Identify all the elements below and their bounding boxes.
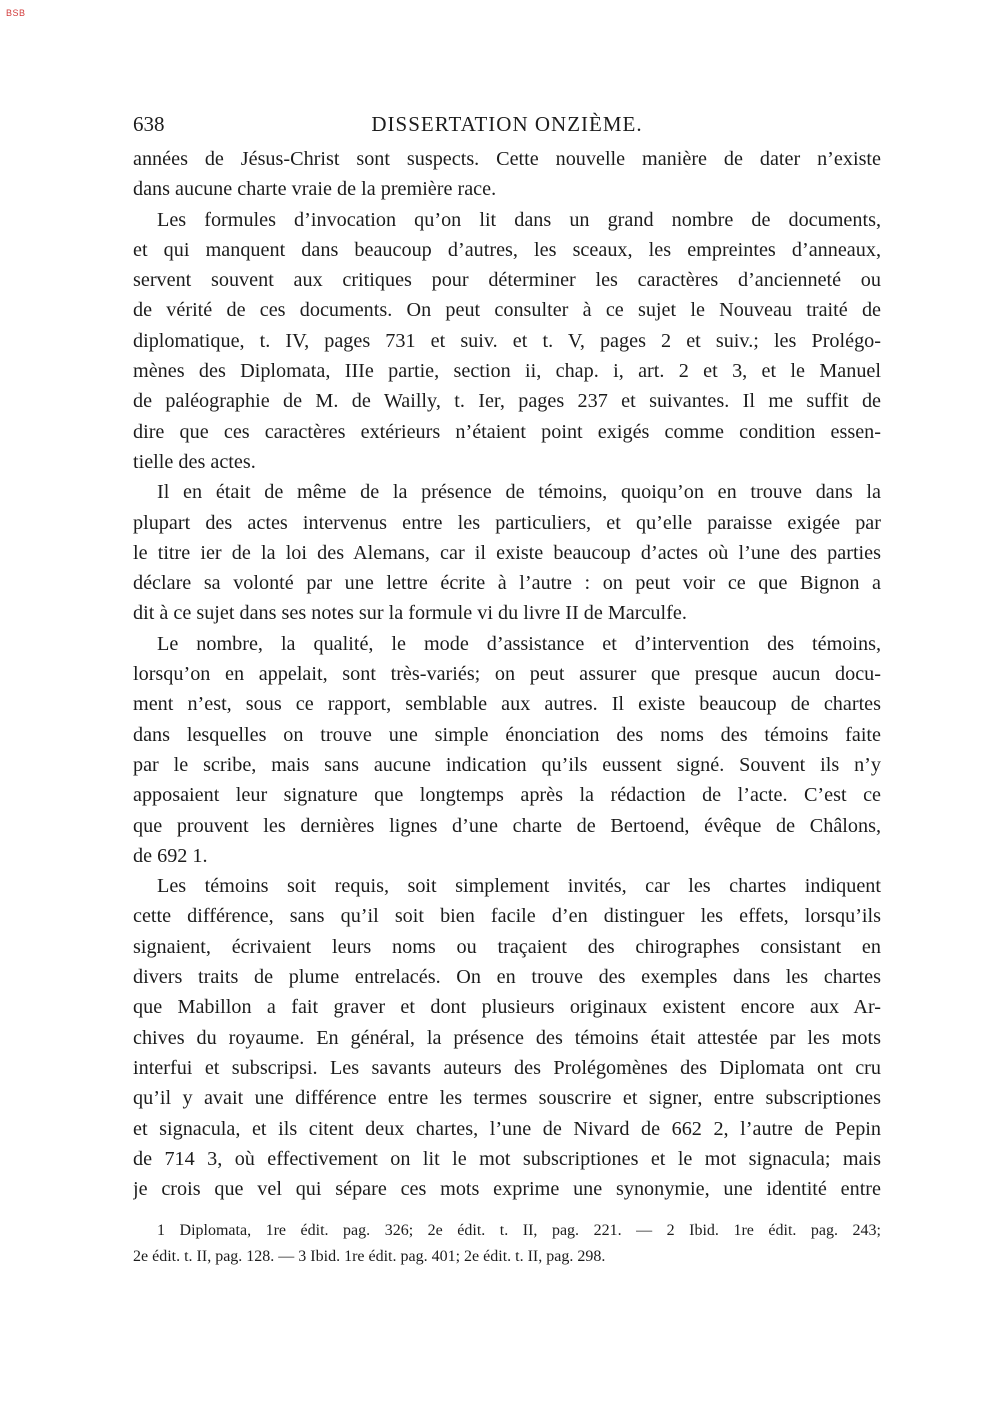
footnote-spacer [133,1204,881,1218]
text-line: de paléographie de M. de Wailly, t. Ier, pages 237 et suivantes. Il me suffit de [133,390,881,413]
text-line: signaient, écrivaient leurs noms ou traçaient des chirographes consistant en [133,935,881,958]
text-line: et qui manquent dans beaucoup d’autres, les sceaux, les empreintes d’anneaux, [133,238,881,261]
text-line: apposaient leur signature que longtemps après la rédaction de l’acte. C’est ce [133,784,881,807]
text-line: tielle des actes. [133,450,256,473]
text-line: qu’il y avait une différence entre les termes souscrire et signer, entre subscriptiones [133,1087,881,1110]
body-text [133,144,881,1204]
book-page [133,112,881,1270]
footnote-line: 2e édit. t. II, pag. 128. — 3 Ibid. 1re édit. pag. 401; 2e édit. t. II, pag. 298. [133,1248,606,1266]
text-line: diplomatique, t. IV, pages 731 et suiv. et t. V, pages 2 et suiv.; les Prolégo- [133,329,881,352]
running-title: DISSERTATION ONZIÈME. [371,112,643,136]
text-line: interfui et subscripsi. Les savants auteurs des Prolégomènes des Diplomata ont cru [133,1056,881,1079]
text-line: par le scribe, mais sans aucune indication qu’ils eussent signé. Souvent ils n’y [133,753,881,776]
text-line: de vérité de ces documents. On peut consulter à ce sujet le Nouveau traité de [133,299,881,322]
running-head [133,112,881,144]
text-line: années de Jésus-Christ sont suspects. Cette nouvelle manière de dater n’existe [133,148,881,170]
text-line: cette différence, sans qu’il soit bien facile d’en distinguer les effets, lorsqu’ils [133,905,881,928]
text-line: de 714 3, où effectivement on lit le mot subscriptiones et le mot signacula; mais [133,1147,881,1170]
text-line: le titre ier de la loi des Alemans, car il existe beaucoup d’actes où l’une des parties [133,541,881,564]
text-line: dans lesquelles on trouve une simple énonciation des noms des témoins faite [133,723,881,746]
text-line: Le nombre, la qualité, le mode d’assistance et d’intervention des témoins, [157,632,881,655]
text-line: dire que ces caractères extérieurs n’étaient point exigés comme condition essen- [133,420,881,443]
text-line: Les formules d’invocation qu’on lit dans un grand nombre de documents, [157,208,881,231]
text-line: chives du royaume. En général, la présence des témoins était attestée par les mots [133,1026,881,1049]
text-line: dit à ce sujet dans ses notes sur la formule vi du livre II de Marculfe. [133,602,687,625]
text-line: je crois que vel qui sépare ces mots exprime une synonymie, une identité entre [133,1178,881,1201]
text-line: que prouvent les dernières lignes d’une charte de Bertoend, évêque de Châlons, [133,814,881,837]
text-line: Les témoins soit requis, soit simplement invités, car les chartes indiquent [157,875,881,898]
text-line: que Mabillon a fait graver et dont plusieurs originaux existent encore aux Ar- [133,996,881,1019]
library-stamp: BSB [6,8,26,18]
text-line: Il en était de même de la présence de témoins, quoiqu’on en trouve dans la [157,481,881,504]
text-line: de 692 1. [133,844,208,867]
text-line: ment n’est, sous ce rapport, semblable aux autres. Il existe beaucoup de chartes [133,693,881,716]
text-line: mènes des Diplomata, IIIe partie, section ii, chap. i, art. 2 et 3, et le Manuel [133,360,881,383]
text-line: lorsqu’on en appelait, sont très-variés; on peut assurer que presque aucun docu- [133,663,881,686]
text-line: divers traits de plume entrelacés. On en trouve des exemples dans les chartes [133,966,881,989]
text-line: déclare sa volonté par une lettre écrite à l’autre : on peut voir ce que Bignon a [133,572,881,595]
text-line: et signacula, et ils citent deux chartes, l’une de Nivard de 662 2, l’autre de Pepin [133,1117,881,1140]
text-line: plupart des actes intervenus entre les particuliers, et qu’elle paraisse exigée par [133,511,881,534]
footnotes [133,1218,881,1270]
text-line: servent souvent aux critiques pour déterminer les caractères d’ancienneté ou [133,269,881,292]
page-number: 638 [133,112,165,136]
text-line: dans aucune charte vraie de la première race. [133,178,497,201]
footnote-line: 1 Diplomata, 1re édit. pag. 326; 2e édit. t. II, pag. 221. — 2 Ibid. 1re édit. pag. 243; [157,1222,881,1240]
